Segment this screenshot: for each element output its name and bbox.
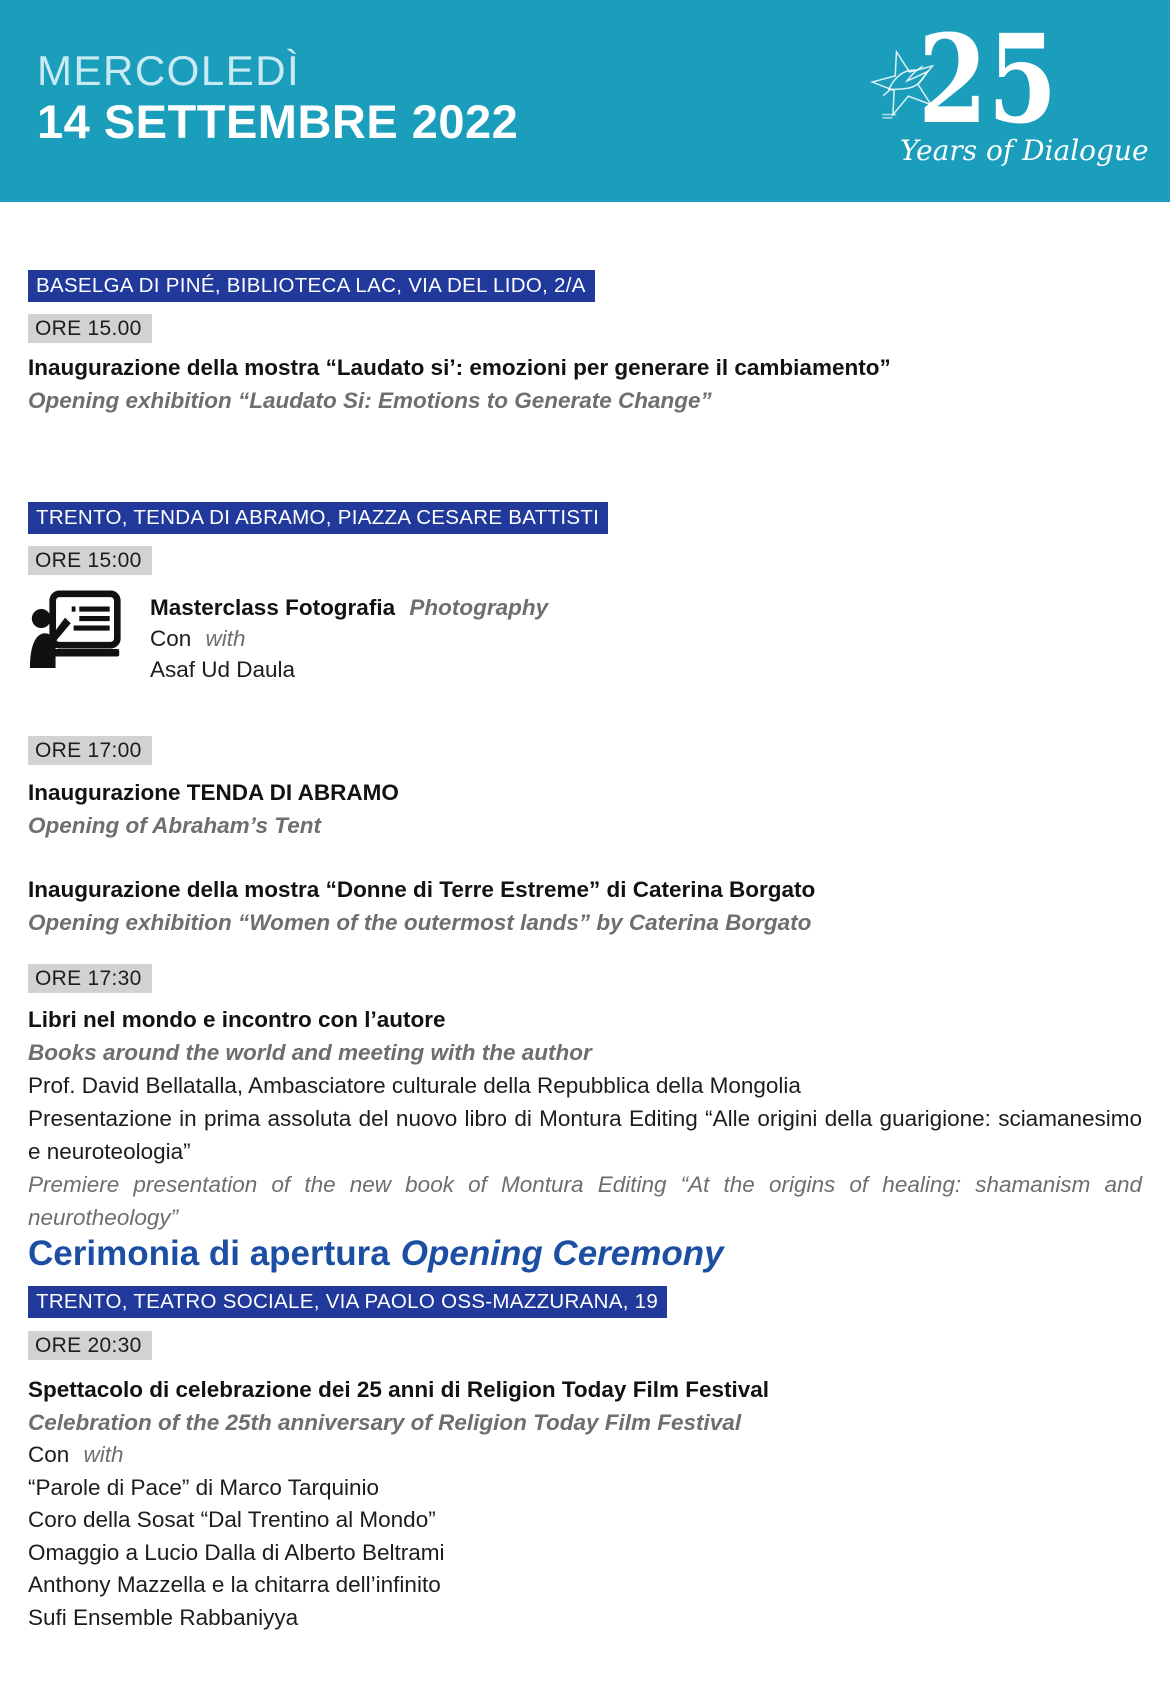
logo-fine-print bbox=[882, 114, 896, 119]
ceremony-programme bbox=[28, 1374, 1142, 1634]
festival-25th-logo bbox=[860, 7, 1149, 175]
venue-bar-teatro: TRENTO, TEATRO SOCIALE, VIA PAOLO OSS-MAZZURANA, 19 bbox=[28, 1286, 667, 1318]
ceremony-title-en: Celebration of the 25th anniversary of Religion Today Film Festival bbox=[28, 1409, 742, 1435]
lineup-item: Omaggio a Lucio Dalla di Alberto Beltrami bbox=[28, 1539, 445, 1565]
time-badge-1700: ORE 17:00 bbox=[28, 736, 152, 765]
venue-bar-baselga: BASELGA DI PINÉ, BIBLIOTECA LAC, VIA DEL LIDO, 2/A bbox=[28, 270, 595, 302]
logo-tagline: Years of Dialogue bbox=[900, 134, 1149, 167]
time-badge-1730: ORE 17:30 bbox=[28, 964, 152, 993]
books-title-it: Libri nel mondo e incontro con l’autore bbox=[28, 1007, 446, 1032]
event-title-it: Inaugurazione della mostra “Laudato si’: emozioni per generare il cambiamento” bbox=[28, 355, 891, 380]
books-title-en: Books around the world and meeting with the author bbox=[28, 1040, 592, 1065]
masterclass-title-en: Photography bbox=[409, 595, 549, 620]
presenter-board-icon bbox=[28, 590, 123, 668]
venue-bar-tenda: TRENTO, TENDA DI ABRAMO, PIAZZA CESARE BATTISTI bbox=[28, 502, 608, 534]
lineup-item: Anthony Mazzella e la chitarra dell’infinito bbox=[28, 1572, 441, 1597]
books-detail-en: Premiere presentation of the new book of Montura Editing “At the origins of healing: shamanism and neurotheology” bbox=[28, 1172, 1142, 1230]
exhibition-donne-en: Opening exhibition “Women of the outermost lands” by Caterina Borgato bbox=[28, 910, 812, 935]
ceremony-heading bbox=[28, 1234, 1142, 1274]
books-detail-it: Presentazione in prima assoluta del nuovo libro di Montura Editing “Alle origini della guarigione: sciamanesimo e neuroteologia” bbox=[28, 1106, 1142, 1164]
time-badge-1500a: ORE 15.00 bbox=[28, 314, 152, 343]
schedule-content bbox=[28, 202, 1142, 1634]
lineup-item: Coro della Sosat “Dal Trentino al Mondo” bbox=[28, 1507, 436, 1532]
con-label: Con bbox=[150, 626, 192, 651]
time-badge-1500b: ORE 15:00 bbox=[28, 546, 152, 575]
ceremony-title-it: Spettacolo di celebrazione dei 25 anni di Religion Today Film Festival bbox=[28, 1377, 769, 1402]
masterclass-title-it: Masterclass Fotografia bbox=[150, 595, 396, 620]
with-label: with bbox=[83, 1442, 124, 1467]
event-title-en: Opening exhibition “Laudato Si: Emotions to Generate Change” bbox=[28, 388, 712, 413]
masterclass-text bbox=[150, 588, 548, 685]
logo-number: 25 bbox=[918, 7, 1058, 151]
tent-opening-en: Opening of Abraham’s Tent bbox=[28, 813, 321, 838]
time-badge-2030: ORE 20:30 bbox=[28, 1331, 152, 1360]
ceremony-heading-en: Opening Ceremony bbox=[400, 1234, 724, 1273]
tent-opening-it: Inaugurazione TENDA DI ABRAMO bbox=[28, 780, 399, 805]
books-speaker: Prof. David Bellatalla, Ambasciatore culturale della Repubblica della Mongolia bbox=[28, 1073, 801, 1098]
date-label: 14 SETTEMBRE 2022 bbox=[37, 95, 519, 148]
con-label: Con bbox=[28, 1442, 70, 1467]
ceremony-heading-it: Cerimonia di apertura bbox=[28, 1234, 390, 1273]
lineup-item: Sufi Ensemble Rabbaniyya bbox=[28, 1604, 299, 1630]
masterclass-event bbox=[28, 588, 1142, 685]
masterclass-guest: Asaf Ud Daula bbox=[150, 657, 296, 682]
with-label: with bbox=[205, 626, 246, 651]
page-header bbox=[0, 0, 1170, 202]
weekday-label: MERCOLEDÌ bbox=[37, 47, 301, 94]
lineup-item: “Parole di Pace” di Marco Tarquinio bbox=[28, 1474, 380, 1500]
exhibition-donne-it: Inaugurazione della mostra “Donne di Terre Estreme” di Caterina Borgato bbox=[28, 877, 816, 902]
